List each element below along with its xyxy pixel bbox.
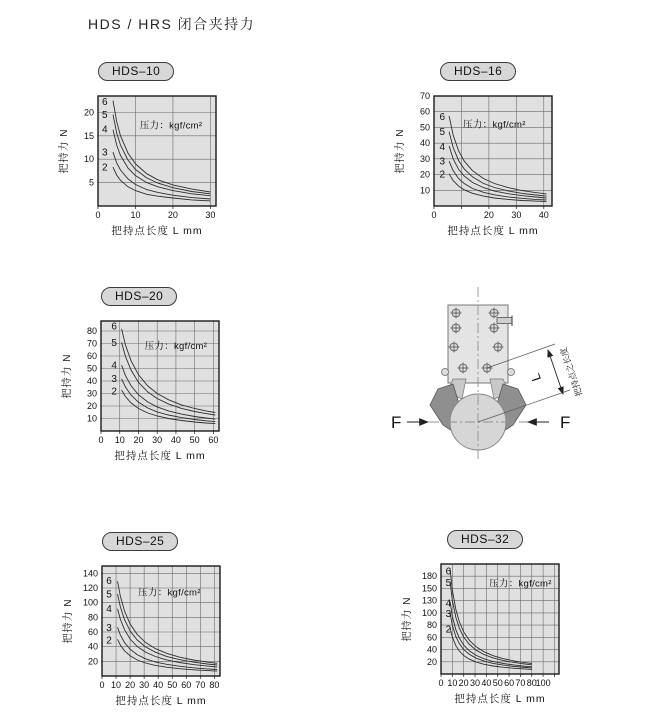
svg-text:180: 180 [421,571,437,582]
svg-text:10: 10 [130,210,141,220]
svg-text:60: 60 [86,351,97,361]
svg-text:30: 30 [511,210,522,220]
svg-text:10: 10 [111,680,122,690]
svg-text:15: 15 [83,130,94,141]
chart-block-hds-32 [397,530,579,710]
svg-text:40: 40 [538,210,549,220]
svg-text:10: 10 [86,413,97,424]
y-tick-labels [87,326,97,424]
svg-text:140: 140 [82,568,98,579]
x-tick-labels [95,210,215,220]
svg-text:60: 60 [87,627,98,637]
svg-text:10: 10 [83,154,94,165]
svg-text:40: 40 [426,644,437,655]
svg-text:40: 40 [86,376,97,386]
svg-text:20: 20 [458,678,469,688]
model-badge-hds-32: HDS–32 [447,530,523,549]
svg-text:30: 30 [152,435,163,445]
curve-label-p2: 2 [111,386,117,398]
clevis-pin-right [508,369,515,376]
svg-text:70: 70 [86,338,97,349]
svg-text:40: 40 [419,138,430,149]
svg-text:20: 20 [83,107,94,118]
svg-text:80: 80 [426,620,437,631]
svg-text:20: 20 [167,210,178,220]
svg-text:50: 50 [86,363,97,374]
curve-label-p5: 5 [106,589,112,601]
curve-label-p3: 3 [106,623,112,635]
curve-label-p4: 4 [111,360,117,372]
y-axis-label: 把持力 N [395,128,406,174]
svg-text:20: 20 [483,210,494,220]
svg-text:80: 80 [87,612,98,623]
svg-text:10: 10 [419,185,430,196]
curve-label-p4: 4 [445,598,452,610]
svg-text:80: 80 [209,680,220,690]
curve-label-p6: 6 [106,576,112,588]
svg-text:100: 100 [535,678,551,688]
svg-text:100: 100 [82,597,98,608]
curve-label-p4: 4 [439,141,446,153]
svg-text:60: 60 [419,106,430,117]
chart-block-hds-25 [58,532,240,712]
curve-label-p5: 5 [101,109,108,121]
svg-text:40: 40 [153,680,164,690]
x-axis-label: 把持点长度 L mm [111,225,203,237]
chart-block-hds-20 [57,287,239,467]
svg-text:10: 10 [114,435,125,445]
pressure-annotation: 压力：kgf/cm² [463,119,526,131]
curve-label-p2: 2 [101,162,108,174]
curve-label-p3: 3 [101,147,108,159]
pressure-annotation: 压力：kgf/cm² [144,341,208,352]
curve-label-p4: 4 [101,124,108,136]
x-tick-labels [438,678,550,688]
svg-text:60: 60 [208,435,219,445]
svg-text:30: 30 [470,678,481,688]
clevis-pin-left [442,369,449,376]
x-tick-labels [98,435,218,445]
svg-text:130: 130 [421,595,437,606]
y-tick-labels [420,91,430,195]
svg-text:60: 60 [181,680,192,690]
gripper-diagram [383,283,618,463]
svg-text:70: 70 [419,91,430,101]
pressure-annotation: 压力：kgf/cm² [489,578,552,590]
curve-label-p5: 5 [111,337,117,349]
svg-text:0: 0 [95,210,101,220]
plot-area [434,96,552,206]
chart-hds-25 [58,554,240,712]
curve-label-p2: 2 [106,635,112,647]
curve-label-p4: 4 [106,604,112,616]
curve-label-p6: 6 [439,111,446,123]
svg-text:80: 80 [86,326,97,336]
chart-hds-10 [54,84,236,242]
svg-text:60: 60 [426,632,437,643]
curve-label-p5: 5 [445,578,452,590]
model-badge-hds-10: HDS–10 [98,62,174,81]
curve-label-p2: 2 [439,169,446,181]
svg-text:30: 30 [205,210,216,220]
y-axis-label: 把持力 N [62,353,73,399]
model-badge-hds-25: HDS–25 [102,532,178,551]
curve-label-p3: 3 [439,156,446,168]
curve-label-p2: 2 [445,624,452,636]
dimension-text: 把持点之长度 [558,346,585,398]
x-axis-label: 把持点长度 L mm [447,225,539,237]
svg-text:0: 0 [99,680,105,690]
plot-area [101,321,219,431]
y-axis-label: 把持力 N [402,596,413,642]
svg-text:70: 70 [195,680,206,690]
curve-label-p6: 6 [101,97,108,109]
force-label-right: F [560,413,571,432]
chart-hds-32 [397,552,579,710]
svg-text:30: 30 [139,680,150,690]
svg-text:50: 50 [419,122,430,133]
svg-text:20: 20 [86,401,97,411]
svg-text:50: 50 [492,678,503,688]
y-tick-labels [83,568,98,666]
x-tick-labels [431,210,548,220]
svg-text:30: 30 [419,153,430,164]
x-axis-label: 把持点长度 L mm [114,450,206,462]
svg-text:40: 40 [481,678,492,688]
svg-text:0: 0 [438,678,444,688]
force-label-left: F [391,413,402,432]
svg-text:40: 40 [170,435,181,445]
svg-text:30: 30 [86,388,97,399]
y-axis-label: 把持力 N [59,128,70,174]
curve-label-p6: 6 [111,321,117,333]
svg-text:0: 0 [431,210,437,220]
y-tick-labels [84,107,94,187]
svg-text:20: 20 [125,680,136,690]
chart-hds-20 [57,309,239,467]
svg-text:40: 40 [87,641,98,652]
svg-text:20: 20 [426,656,437,667]
chart-block-hds-10 [54,62,236,242]
x-axis-label: 把持点长度 L mm [115,695,207,707]
svg-text:20: 20 [133,435,144,445]
curve-label-p6: 6 [445,566,452,578]
y-axis-label: 把持力 N [63,598,74,644]
chart-hds-16 [390,84,572,242]
svg-text:0: 0 [98,435,104,445]
svg-text:50: 50 [189,435,200,445]
model-badge-hds-16: HDS–16 [440,62,516,81]
model-badge-hds-20: HDS–20 [101,287,177,306]
page-title: HDS / HRS 闭合夹持力 [88,16,256,32]
svg-text:60: 60 [504,678,515,688]
svg-text:70: 70 [515,678,526,688]
x-tick-labels [99,680,219,690]
svg-text:10: 10 [447,678,458,688]
svg-text:120: 120 [82,583,98,593]
curve-label-p5: 5 [439,126,446,138]
y-tick-labels [422,571,437,667]
pressure-annotation: 压力：kgf/cm² [139,120,203,132]
svg-text:150: 150 [421,583,437,594]
svg-text:80: 80 [526,678,537,688]
dimension-label: L [527,371,545,384]
x-axis-label: 把持点长度 L mm [454,693,546,705]
svg-text:5: 5 [88,177,94,188]
plot-area [102,566,220,676]
chart-block-hds-16 [390,62,572,242]
curve-label-p3: 3 [111,374,117,385]
svg-text:20: 20 [419,169,430,180]
pressure-annotation: 压力：kgf/cm² [138,587,201,599]
svg-text:50: 50 [167,680,178,690]
svg-text:20: 20 [87,656,98,667]
curve-label-p3: 3 [445,609,452,621]
svg-text:100: 100 [421,607,437,618]
